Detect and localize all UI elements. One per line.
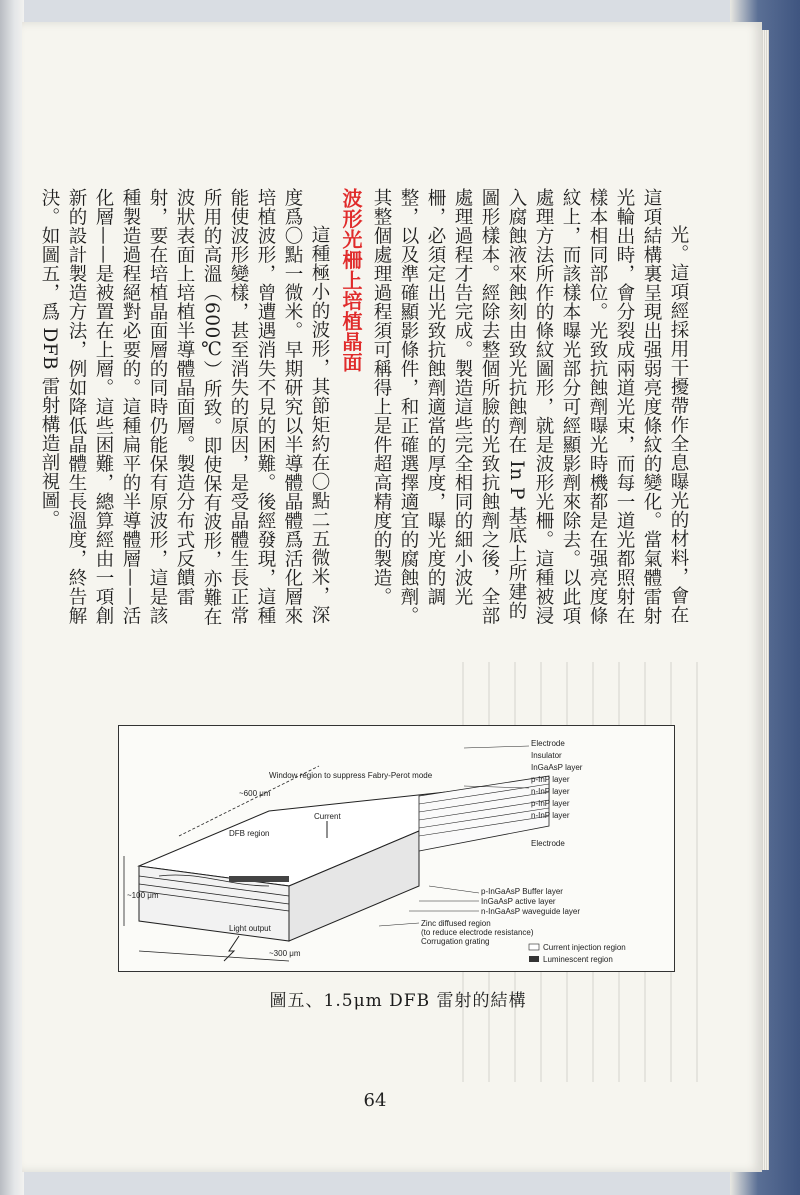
label-current: Current: [314, 812, 341, 821]
label-zinc: Zinc diffused region: [421, 919, 491, 928]
paragraph-2: 這種極小的波形，其節矩約在〇點二五微米，深度爲〇點一微米。早期研究以半導體晶體爲活化層來培植波形，曾遭遇消失不見的困難。後經發現，這種能使波形變樣，甚至消失的原因，是受晶體生長正常所用的高溫（600℃）所致。即使保有波形，亦難在波狀表面上培植半導體晶面層。製造分布式反饋雷射，要在培植晶面層的同時仍能保有原波形，這是該種製造過程絕對必要的。這種扁平的半導體層——活化層——是被置在上層。這些困難，總算經由一項創新的設計製造方法，例如降低晶體生長溫度，終告解決。如圖五，爲 DFB 雷射構造剖視圖。: [39, 188, 330, 627]
page-number: 64: [363, 1090, 387, 1111]
label-active: InGaAsP active layer: [481, 897, 556, 906]
label-length600: ~600 μm: [239, 789, 271, 798]
label-ingaasp: InGaAsP layer: [531, 763, 583, 772]
label-window: Window region to suppress Fabry-Perot mode: [269, 771, 433, 780]
figure-caption: 圖五、1.5μm DFB 雷射的結構: [269, 991, 527, 1011]
label-n-inp-2: n-InP layer: [531, 811, 570, 820]
label-height100: ~100 μm: [127, 891, 159, 900]
label-p-inp-2: p-InP layer: [531, 799, 570, 808]
label-buffer: p-InGaAsP Buffer layer: [481, 887, 563, 896]
dfb-laser-figure: [118, 725, 675, 972]
label-waveguide: n-InGaAsP waveguide layer: [481, 907, 581, 916]
legend-current-injection: Current injection region: [543, 943, 626, 952]
label-dfb-region: DFB region: [229, 829, 270, 838]
label-grating: Corrugation grating: [421, 937, 490, 946]
label-width300: ~300 μm: [269, 949, 301, 958]
label-zinc-note: (to reduce electrode resistance): [421, 928, 534, 937]
dfb-laser-diagram: [119, 726, 674, 971]
label-electrode-bottom: Electrode: [531, 839, 565, 848]
paragraph-1: 光。這項經採用干擾帶作全息曝光的材料，會在這項結構裏呈現出强弱亮度條紋的變化。當氣體雷射光輪出時，會分裂成兩道光束，而每一道光都照射在樣本相同部位。光致抗蝕劑曝光時機都是在强亮度條紋上，而該樣本曝光部分可經顯影劑來除去。以此項處理方法所作的條紋圖形，就是波形光柵。這種被浸入腐蝕液來蝕刻由致光抗蝕劑在 In P 基底上所建的圖形樣本。經除去整個所臉的光致抗蝕劑之後，全部處理過程才告完成。製造這些完全相同的細小波光柵，必須定出光致抗蝕劑適當的厚度，曝光度的調整，以及準確顯影條件，和正確選擇適宜的腐蝕劑。其整個處理過程須可稱得上是件超高精度的製造。: [371, 188, 689, 625]
label-light-output: Light output: [229, 924, 271, 933]
section-heading: 波形光柵上培植晶面: [339, 188, 363, 373]
body-text: [39, 188, 692, 628]
book-spine-edge: [0, 0, 24, 1195]
label-n-inp: n-InP layer: [531, 787, 570, 796]
label-p-inp: p-InP layer: [531, 775, 570, 784]
label-electrode-top: Electrode: [531, 739, 565, 748]
label-insulator: Insulator: [531, 751, 562, 760]
legend-luminescent: Luminescent region: [543, 955, 613, 964]
